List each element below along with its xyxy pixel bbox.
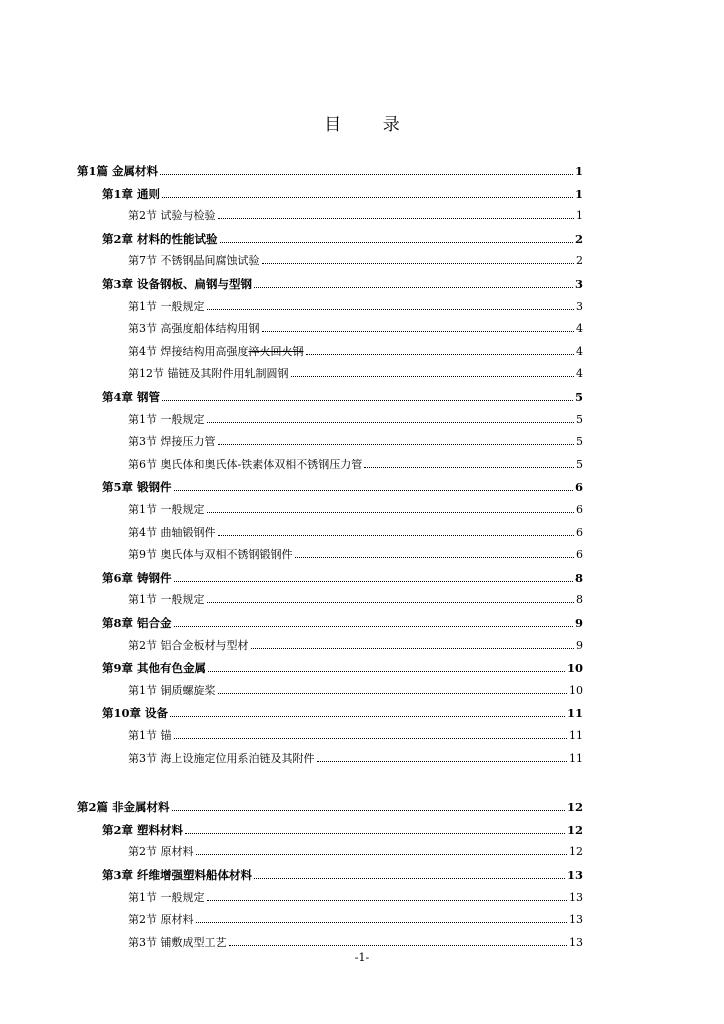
toc-leader-dots	[174, 581, 573, 582]
toc-chapter-entry[interactable]	[102, 478, 583, 496]
toc-entry-page-number: 5	[574, 390, 583, 404]
toc-chapter-entry[interactable]	[102, 569, 583, 587]
toc-leader-dots	[185, 833, 565, 834]
toc-entry-page-number: 10	[569, 684, 583, 697]
toc-chapter-entry[interactable]	[102, 659, 583, 677]
toc-section-entry[interactable]	[128, 343, 583, 361]
toc-leader-dots	[295, 557, 575, 558]
toc-entry-label: 第2篇 非金属材料	[77, 800, 170, 814]
toc-entry-page-number: 9	[576, 639, 583, 652]
toc-entry-page-number: 10	[566, 661, 583, 675]
toc-entry-label: 第1节 一般规定	[128, 891, 205, 904]
toc-leader-dots	[317, 761, 568, 762]
toc-entry-page-number: 1	[574, 164, 583, 178]
toc-leader-dots	[364, 467, 574, 468]
toc-entry-label-struck: 淬火回火钢	[248, 345, 304, 358]
toc-leader-dots	[207, 422, 575, 423]
toc-leader-dots	[262, 263, 575, 264]
toc-entry-label: 第2章 材料的性能试验	[102, 232, 218, 246]
toc-entry-page-number: 9	[574, 616, 583, 630]
toc-section-entry[interactable]	[128, 320, 583, 338]
toc-part-entry[interactable]	[77, 162, 583, 180]
toc-chapter-entry[interactable]	[102, 185, 583, 203]
toc-section-entry[interactable]	[128, 727, 583, 745]
toc-entry-label: 第2节 原材料	[128, 845, 194, 858]
toc-chapter-entry[interactable]	[102, 704, 583, 722]
toc-entry-label: 第1节 一般规定	[128, 413, 205, 426]
toc-entry-page-number: 2	[576, 254, 583, 267]
toc-leader-dots	[170, 716, 565, 717]
toc-section-entry[interactable]	[128, 843, 583, 861]
toc-entry-page-number: 13	[569, 936, 583, 949]
toc-entry-page-number: 5	[576, 413, 583, 426]
toc-chapter-entry[interactable]	[102, 821, 583, 839]
toc-section-entry[interactable]	[128, 365, 583, 383]
toc-entry-label: 第1节 一般规定	[128, 593, 205, 606]
toc-section-entry[interactable]	[128, 411, 583, 429]
toc-entry-label: 第5章 锻钢件	[102, 480, 172, 494]
toc-entry-page-number: 4	[576, 322, 583, 335]
toc-chapter-entry[interactable]	[102, 614, 583, 632]
toc-entry-label: 第1节 一般规定	[128, 503, 205, 516]
toc-entry-page-number: 6	[574, 480, 583, 494]
toc-entry-label: 第4章 钢管	[102, 390, 161, 404]
toc-entry-page-number: 11	[569, 729, 583, 742]
toc-leader-dots	[208, 671, 565, 672]
toc-entry-page-number: 3	[576, 300, 583, 313]
toc-leader-dots	[196, 854, 568, 855]
toc-entry-page-number: 8	[576, 593, 583, 606]
toc-entry-page-number: 13	[569, 891, 583, 904]
toc-entry-label: 第6节 奥氏体和奥氏体-铁素体双相不锈钢压力管	[128, 458, 363, 471]
toc-entry-label: 第3节 铺敷成型工艺	[128, 936, 227, 949]
toc-entry-label: 第1篇 金属材料	[77, 164, 159, 178]
toc-section-entry[interactable]	[128, 750, 583, 768]
toc-entry-label: 第3节 焊接压力管	[128, 435, 216, 448]
toc-entry-page-number: 6	[576, 548, 583, 561]
toc-entry-page-number: 2	[574, 232, 583, 246]
toc-entry-page-number: 13	[569, 913, 583, 926]
toc-section-entry[interactable]	[128, 934, 583, 952]
toc-entry-label: 第1节 锚	[128, 729, 172, 742]
toc-section-entry[interactable]	[128, 252, 583, 270]
toc-entry-label: 第3章 纤维增强塑料船体材料	[102, 868, 253, 882]
toc-entry-label: 第1节 铜质螺旋桨	[128, 684, 216, 697]
toc-entry-label: 第3节 高强度船体结构用钢	[128, 322, 260, 335]
toc-chapter-entry[interactable]	[102, 866, 583, 884]
toc-chapter-entry[interactable]	[102, 275, 583, 293]
toc-leader-dots	[229, 945, 568, 946]
toc-leader-dots	[174, 490, 573, 491]
toc-section-entry[interactable]	[128, 501, 583, 519]
toc-entry-page-number: 5	[576, 458, 583, 471]
toc-leader-dots	[172, 810, 565, 811]
toc-entry-label: 第1节 一般规定	[128, 300, 205, 313]
toc-entry-page-number: 1	[574, 187, 583, 201]
toc-chapter-entry[interactable]	[102, 388, 583, 406]
toc-section-entry[interactable]	[128, 524, 583, 542]
toc-entry-page-number: 12	[569, 845, 583, 858]
toc-leader-dots	[218, 693, 568, 694]
toc-leader-dots	[196, 922, 568, 923]
toc-entry-label: 第2节 铝合金板材与型材	[128, 639, 249, 652]
toc-entry-label: 第3节 海上设施定位用系泊链及其附件	[128, 752, 315, 765]
toc-leader-dots	[262, 331, 575, 332]
toc-entry-label: 第9章 其他有色金属	[102, 661, 207, 675]
toc-entry-page-number: 8	[574, 571, 583, 585]
toc-entry-label: 第12节 锚链及其附件用轧制圆钢	[128, 367, 289, 380]
toc-entry-page-number: 6	[576, 503, 583, 516]
toc-leader-dots	[207, 900, 568, 901]
toc-entry-label: 第8章 铝合金	[102, 616, 172, 630]
toc-section-entry[interactable]	[128, 591, 583, 609]
toc-leader-dots	[291, 376, 575, 377]
toc-entry-label: 第10章 设备	[102, 706, 169, 720]
toc-leader-dots	[174, 738, 568, 739]
toc-entry-label: 第2章 塑料材料	[102, 823, 184, 837]
toc-leader-dots	[162, 197, 573, 198]
toc-chapter-entry[interactable]	[102, 230, 583, 248]
toc-entry-page-number: 1	[576, 209, 583, 222]
toc-entry-label: 第7节 不锈钢晶间腐蚀试验	[128, 254, 260, 267]
toc-entry-page-number: 4	[576, 367, 583, 380]
toc-entry-page-number: 3	[574, 277, 583, 291]
page-number-footer: -1-	[354, 951, 370, 964]
toc-section-entry[interactable]	[128, 298, 583, 316]
toc-leader-dots	[162, 400, 573, 401]
toc-entry-page-number: 12	[566, 823, 583, 837]
toc-section-entry[interactable]	[128, 546, 583, 564]
toc-leader-dots	[220, 242, 573, 243]
toc-leader-dots	[207, 309, 575, 310]
toc-entry-page-number: 5	[576, 435, 583, 448]
toc-leader-dots	[218, 444, 575, 445]
toc-entry-label: 第4节 焊接结构用高强度淬火回火钢	[128, 345, 304, 358]
page-title: 目 录	[324, 115, 418, 135]
toc-entry-label: 第9节 奥氏体与双相不锈钢锻钢件	[128, 548, 293, 561]
toc-leader-dots	[207, 602, 575, 603]
toc-entry-page-number: 4	[576, 345, 583, 358]
toc-entry-page-number: 11	[569, 752, 583, 765]
toc-section-entry[interactable]	[128, 911, 583, 929]
toc-leader-dots	[251, 648, 575, 649]
toc-section-entry[interactable]	[128, 433, 583, 451]
toc-leader-dots	[254, 287, 573, 288]
toc-section-entry[interactable]	[128, 456, 583, 474]
toc-leader-dots	[160, 174, 573, 175]
toc-entry-page-number: 12	[566, 800, 583, 814]
toc-section-entry[interactable]	[128, 637, 583, 655]
toc-entry-label: 第3章 设备钢板、扁钢与型钢	[102, 277, 253, 291]
toc-entry-label: 第2节 原材料	[128, 913, 194, 926]
toc-part-entry[interactable]	[77, 798, 583, 816]
toc-entry-label: 第2节 试验与检验	[128, 209, 216, 222]
toc-section-entry[interactable]	[128, 889, 583, 907]
toc-entry-page-number: 6	[576, 526, 583, 539]
toc-leader-dots	[306, 354, 575, 355]
toc-entry-label: 第4节 曲轴锻钢件	[128, 526, 216, 539]
toc-entry-label: 第6章 铸钢件	[102, 571, 172, 585]
toc-entry-label: 第1章 通则	[102, 187, 161, 201]
toc-leader-dots	[174, 626, 573, 627]
toc-leader-dots	[218, 218, 575, 219]
toc-leader-dots	[218, 535, 575, 536]
toc-entry-page-number: 13	[566, 868, 583, 882]
toc-section-entry[interactable]	[128, 207, 583, 225]
toc-entry-page-number: 11	[566, 706, 583, 720]
toc-leader-dots	[207, 512, 575, 513]
toc-section-entry[interactable]	[128, 682, 583, 700]
toc-leader-dots	[254, 878, 565, 879]
